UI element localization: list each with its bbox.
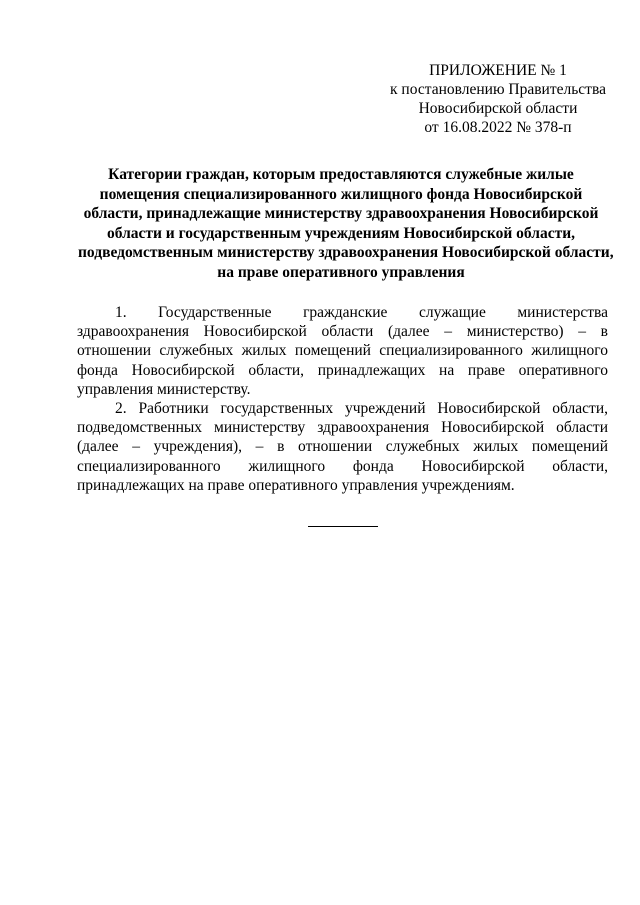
title-line: области, принадлежащие министерству здравоохранения Новосибирской [83,205,599,222]
title-line: на праве оперативного управления [217,263,465,281]
title-line: помещения специализированного жилищного фонда Новосибирской [99,185,583,203]
appendix-date-number: от 16.08.2022 № 378-п [424,119,572,136]
document-body [77,303,608,495]
appendix-number: ПРИЛОЖЕНИЕ № 1 [429,62,567,79]
paragraph-1: 1. Государственные гражданские служащие министерства здравоохранения Новосибирской области (далее – министерство) – в отношении служебных жилых помещений специализированного жилищного фонда Новосибирской области, принадлежащих на праве оперативного управления министерству. [77,304,608,398]
closing-divider [308,526,378,527]
title-line: области и государственным учреждениям Новосибирской области, [106,224,576,242]
appendix-header [378,61,618,137]
title-line: подведомственным министерству здравоохранения Новосибирской области, [78,244,614,261]
appendix-region: Новосибирской области [418,100,578,117]
document-title [78,165,614,282]
appendix-reference: к постановлению Правительства [390,81,606,98]
title-line: Категории граждан, которым предоставляются служебные жилые [108,166,574,183]
paragraph-2: 2. Работники государственных учреждений Новосибирской области, подведомственных министерству здравоохранения Новосибирской области (далее – учреждения), – в отношении служебных жилых помещений специализированного жилищного фонда Новосибирской области, принадлежащих на праве оперативного управления учреждениям. [77,400,608,494]
